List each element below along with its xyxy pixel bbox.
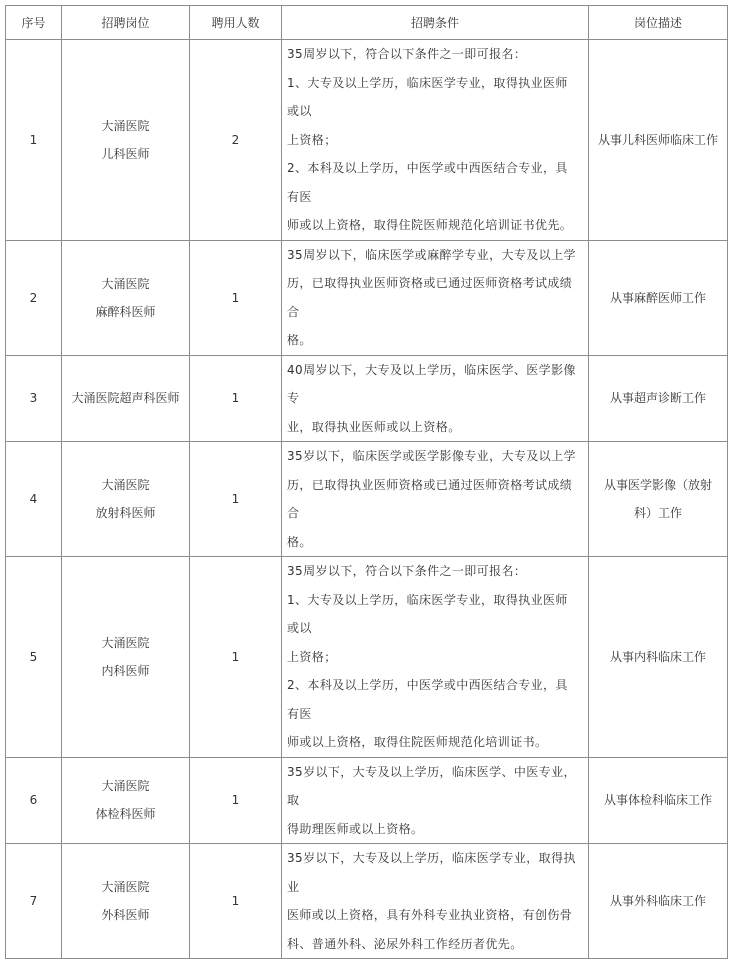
- condition-line: 35周岁以下，临床医学或麻醉学专业，大专及以上学: [287, 247, 576, 262]
- position-cell: [62, 844, 190, 959]
- condition-line: 科、普通外科、泌尿外科工作经历者优先。: [287, 936, 523, 951]
- position-cell: [62, 757, 190, 844]
- row-number: 1: [6, 40, 62, 241]
- table-row: [6, 557, 728, 758]
- position-line: 大涌医院超声科医师: [71, 391, 180, 406]
- table-row: [6, 844, 728, 959]
- position-line: 内科医师: [101, 663, 150, 678]
- description-cell: [589, 40, 728, 241]
- description-line: 从事麻醉医师工作: [609, 290, 706, 305]
- hire-count: 1: [190, 240, 282, 355]
- position-line: 放射科医师: [95, 506, 156, 520]
- position-line: 大涌医院: [101, 880, 150, 894]
- condition-line: 40周岁以下，大专及以上学历，临床医学、医学影像专: [287, 362, 576, 405]
- condition-line: 35岁以下，大专及以上学历，临床医学专业，取得执业: [287, 851, 576, 894]
- conditions-cell: [282, 240, 589, 355]
- condition-line: 35周岁以下，符合以下条件之一即可报名：: [287, 564, 527, 578]
- position-cell: [62, 557, 190, 758]
- header-position: 招聘岗位: [62, 6, 190, 40]
- condition-line: 上资格；: [287, 649, 337, 664]
- conditions-cell: [282, 757, 589, 844]
- hire-count: 1: [190, 355, 282, 442]
- row-number: 3: [6, 355, 62, 442]
- header-no: 序号: [6, 6, 62, 40]
- header-count: 聘用人数: [190, 6, 282, 40]
- position-line: 大涌医院: [101, 635, 150, 650]
- condition-line: 历，已取得执业医师资格或已通过医师资格考试成绩合: [287, 477, 573, 520]
- header-row: [6, 6, 728, 40]
- position-line: 儿科医师: [101, 146, 150, 161]
- position-line: 体检科医师: [95, 807, 156, 822]
- description-cell: [589, 757, 728, 844]
- row-number: 2: [6, 240, 62, 355]
- description-line: 从事体检科临床工作: [603, 793, 712, 808]
- position-cell: [62, 442, 190, 557]
- conditions-cell: [282, 355, 589, 442]
- position-cell: [62, 355, 190, 442]
- condition-line: 格。: [287, 534, 312, 549]
- description-line: 从事外科临床工作: [609, 894, 706, 908]
- position-line: 大涌医院: [101, 118, 150, 133]
- conditions-cell: [282, 844, 589, 959]
- table-row: [6, 240, 728, 355]
- condition-line: 35周岁以下，符合以下条件之一即可报名：: [287, 47, 527, 61]
- hire-count: 2: [190, 40, 282, 241]
- condition-line: 35岁以下，临床医学或医学影像专业，大专及以上学: [287, 449, 576, 463]
- table-row: [6, 355, 728, 442]
- position-line: 麻醉科医师: [95, 304, 156, 319]
- condition-line: 医师或以上资格，具有外科专业执业资格，有创伤骨: [287, 908, 573, 922]
- recruitment-table: [5, 5, 728, 959]
- row-number: 5: [6, 557, 62, 758]
- description-cell: [589, 240, 728, 355]
- conditions-cell: [282, 442, 589, 557]
- position-line: 大涌医院: [101, 276, 150, 291]
- description-line: 从事超声诊断工作: [609, 391, 706, 406]
- condition-line: 2、本科及以上学历，中医学或中西医结合专业，具有医: [287, 161, 568, 204]
- table-row: [6, 757, 728, 844]
- description-cell: [589, 844, 728, 959]
- condition-line: 师或以上资格，取得住院医师规范化培训证书。: [287, 735, 548, 749]
- row-number: 6: [6, 757, 62, 844]
- row-number: 7: [6, 844, 62, 959]
- description-cell: [589, 355, 728, 442]
- table-row: [6, 40, 728, 241]
- condition-line: 师或以上资格，取得住院医师规范化培训证书优先。: [287, 218, 573, 232]
- condition-line: 35岁以下，大专及以上学历，临床医学、中医专业，取: [287, 764, 576, 807]
- header-description: 岗位描述: [589, 6, 728, 40]
- condition-line: 1、大专及以上学历，临床医学专业，取得执业医师或以: [287, 75, 568, 118]
- condition-line: 格。: [287, 333, 312, 347]
- row-number: 4: [6, 442, 62, 557]
- hire-count: 1: [190, 844, 282, 959]
- condition-line: 上资格；: [287, 132, 337, 147]
- hire-count: 1: [190, 442, 282, 557]
- conditions-cell: [282, 557, 589, 758]
- hire-count: 1: [190, 557, 282, 758]
- header-conditions: 招聘条件: [282, 6, 589, 40]
- position-line: 外科医师: [101, 908, 150, 922]
- table-row: [6, 442, 728, 557]
- position-cell: [62, 40, 190, 241]
- condition-line: 业，取得执业医师或以上资格。: [287, 419, 461, 434]
- description-cell: [589, 442, 728, 557]
- condition-line: 得助理医师或以上资格。: [287, 821, 424, 836]
- condition-line: 1、大专及以上学历，临床医学专业，取得执业医师或以: [287, 592, 568, 635]
- description-line: 从事内科临床工作: [609, 649, 706, 664]
- hire-count: 1: [190, 757, 282, 844]
- position-line: 大涌医院: [101, 779, 150, 794]
- description-line: 从事医学影像（放射: [603, 478, 712, 492]
- condition-line: 2、本科及以上学历，中医学或中西医结合专业，具有医: [287, 678, 568, 721]
- description-cell: [589, 557, 728, 758]
- description-line: 科）工作: [633, 506, 682, 520]
- description-line: 从事儿科医师临床工作: [597, 132, 718, 147]
- position-cell: [62, 240, 190, 355]
- conditions-cell: [282, 40, 589, 241]
- condition-line: 历，已取得执业医师资格或已通过医师资格考试成绩合: [287, 276, 573, 319]
- position-line: 大涌医院: [101, 478, 150, 492]
